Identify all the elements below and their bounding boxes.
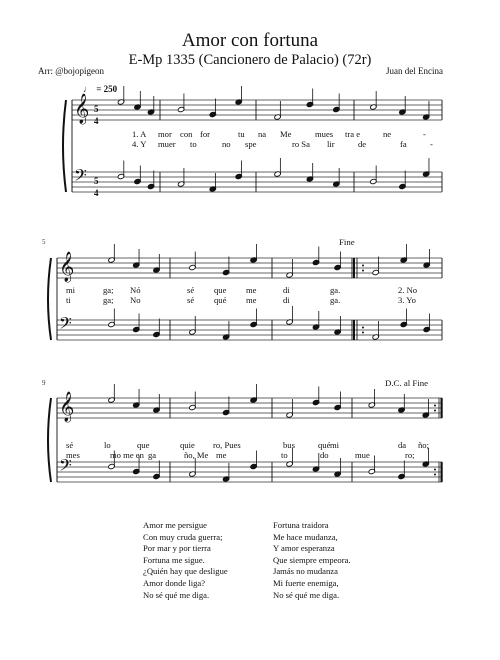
verse-line: Por mar y por tierra (143, 543, 211, 554)
lyric-syllable: ño, Me (184, 450, 209, 460)
verse-line: Me hace mudanza, (273, 531, 338, 542)
treble-clef-icon: 𝄞 (59, 392, 75, 422)
lyric-syllable: mor (158, 129, 172, 139)
lyric-syllable: fa (400, 139, 407, 149)
lyric-syllable: ro, Pues (213, 440, 241, 450)
lyric-syllable: 2. No (398, 285, 418, 295)
repeat-dot (434, 410, 436, 412)
verse-line: Que siempre empeora. (273, 554, 351, 565)
lyric-syllable: to (190, 139, 197, 149)
lyric-syllable: qué (214, 295, 227, 305)
lyric-syllable: lo (104, 440, 111, 450)
tempo-value: = 250 (96, 84, 118, 94)
treble-staff (57, 244, 442, 283)
lyric-syllable: me (246, 295, 257, 305)
svg-text:5: 5 (94, 176, 99, 186)
repeat-dot (434, 469, 436, 471)
treble-clef-icon: 𝄞 (74, 94, 90, 124)
lyric-syllable: ga (148, 450, 157, 460)
treble-staff (72, 86, 442, 125)
lyric-syllable: 3. Yo (398, 295, 416, 305)
svg-text:4: 4 (94, 188, 99, 198)
repeat-dot (434, 474, 436, 476)
bass-clef-icon: 𝄢 (59, 313, 72, 337)
tempo-marking (83, 84, 118, 94)
dc-al-fine-marking: D.C. al Fine (385, 378, 429, 388)
bass-staff (57, 306, 442, 340)
staff-brace (48, 398, 51, 482)
lyric-syllable: to (281, 450, 288, 460)
lyric-syllable: no (222, 139, 231, 149)
lyric-syllable: ga; (103, 295, 114, 305)
verse-line: Amor me persigue (143, 520, 207, 530)
final-barline (441, 462, 443, 482)
repeat-dot (362, 265, 364, 267)
lyric-syllable: tra e (345, 129, 361, 139)
verse-line: Con muy cruda guerra; (143, 531, 223, 542)
verse-line: ¿Quién hay que desligue (143, 566, 228, 577)
verse-line: Fortuna traidora (273, 520, 329, 530)
verse-line: No sé qué me diga. (273, 589, 340, 600)
lyric-syllable: ga; (103, 285, 114, 295)
treble-staff (57, 384, 443, 423)
lyric-syllable: de (358, 139, 367, 149)
lyric-syllable: ro; (405, 450, 415, 460)
tempo-note-symbol: ♩ (83, 84, 92, 94)
lyric-syllable: sé (187, 295, 195, 305)
repeat-barline (353, 320, 355, 340)
lyric-syllable: No (130, 295, 141, 305)
lyric-syllable: sé (187, 285, 195, 295)
lyric-syllable: do (320, 450, 329, 460)
lyric-syllable: ga. (330, 285, 341, 295)
lyric-syllable: na (258, 129, 267, 139)
staff-brace (63, 100, 66, 192)
lyric-syllable: mues (315, 129, 334, 139)
page-title: Amor con fortuna (181, 30, 319, 51)
repeat-dot (362, 270, 364, 272)
repeat-dot (434, 405, 436, 407)
lyric-syllable: tu (238, 129, 245, 139)
lyric-syllable: que (137, 440, 150, 450)
lyric-syllable: di (283, 295, 290, 305)
lyric-syllable: da (398, 440, 407, 450)
lyric-syllable: me (246, 285, 257, 295)
lyric-syllable: spe (245, 139, 257, 149)
lyric-syllable: sé (66, 440, 74, 450)
repeat-dot (362, 332, 364, 334)
svg-text:4: 4 (94, 116, 99, 126)
measure-number-system-3: 9 (42, 379, 46, 387)
verse-line: No sé qué me diga. (143, 589, 210, 600)
lyric-syllable: ga. (330, 295, 341, 305)
final-barline (441, 398, 443, 418)
treble-clef-icon: 𝄞 (59, 252, 75, 282)
lyric-syllable: me (216, 450, 227, 460)
repeat-dot (362, 327, 364, 329)
lyric-syllable: ro Sa (292, 139, 310, 149)
lyric-syllable: di (283, 285, 290, 295)
lyric-syllable: qué (318, 440, 331, 450)
verse-line: Mi fuerte enemiga, (273, 577, 339, 588)
lyric-syllable: Me (280, 129, 292, 139)
composer-credit: Juan del Encina (386, 66, 443, 76)
lyric-syllable: - (430, 139, 433, 149)
lyric-syllable: lir (327, 139, 335, 149)
lyric-syllable: quie (180, 440, 195, 450)
verse-block-left (143, 520, 228, 601)
page-subtitle: E-Mp 1335 (Cancionero de Palacio) (72r) (128, 52, 372, 68)
lyric-syllable: mo me en (110, 450, 144, 460)
lyric-syllable: 4. Y (132, 139, 147, 149)
verse-line: Y amor esperanza (273, 543, 335, 554)
lyric-syllable: ti (66, 295, 71, 305)
lyric-syllable: 1. A (132, 129, 147, 139)
staff-brace (48, 258, 51, 340)
lyric-syllable: mi (66, 285, 76, 295)
lyric-syllable: con (180, 129, 193, 139)
repeat-barline (353, 258, 355, 278)
lyric-syllable: muer (158, 139, 176, 149)
verse-line: Amor donde liga? (143, 577, 206, 588)
lyric-syllable: que (214, 285, 227, 295)
lyric-syllable: mue (355, 450, 370, 460)
svg-text:5: 5 (94, 104, 99, 114)
measure-number-system-2: 5 (42, 238, 46, 246)
lyric-syllable: mes (66, 450, 80, 460)
bass-staff (72, 158, 442, 192)
arranger-credit: Arr: @bojopigeon (38, 66, 105, 76)
lyric-syllable: ne (383, 129, 392, 139)
lyric-syllable: ño; (418, 440, 429, 450)
lyric-syllable: - (423, 129, 426, 139)
lyric-syllable: mi (330, 440, 340, 450)
verse-line: Fortuna me sigue. (143, 554, 205, 565)
system-3 (48, 384, 443, 482)
lyric-syllable: bus (283, 440, 295, 450)
lyric-syllable: Nó (130, 285, 141, 295)
bass-clef-icon: 𝄢 (59, 455, 72, 479)
lyric-syllable: for (200, 129, 211, 139)
verse-block-right (273, 520, 351, 601)
verse-line: Jamás no mudanza (273, 566, 338, 577)
fine-marking: Fine (339, 237, 355, 247)
bass-clef-icon: 𝄢 (74, 165, 87, 189)
